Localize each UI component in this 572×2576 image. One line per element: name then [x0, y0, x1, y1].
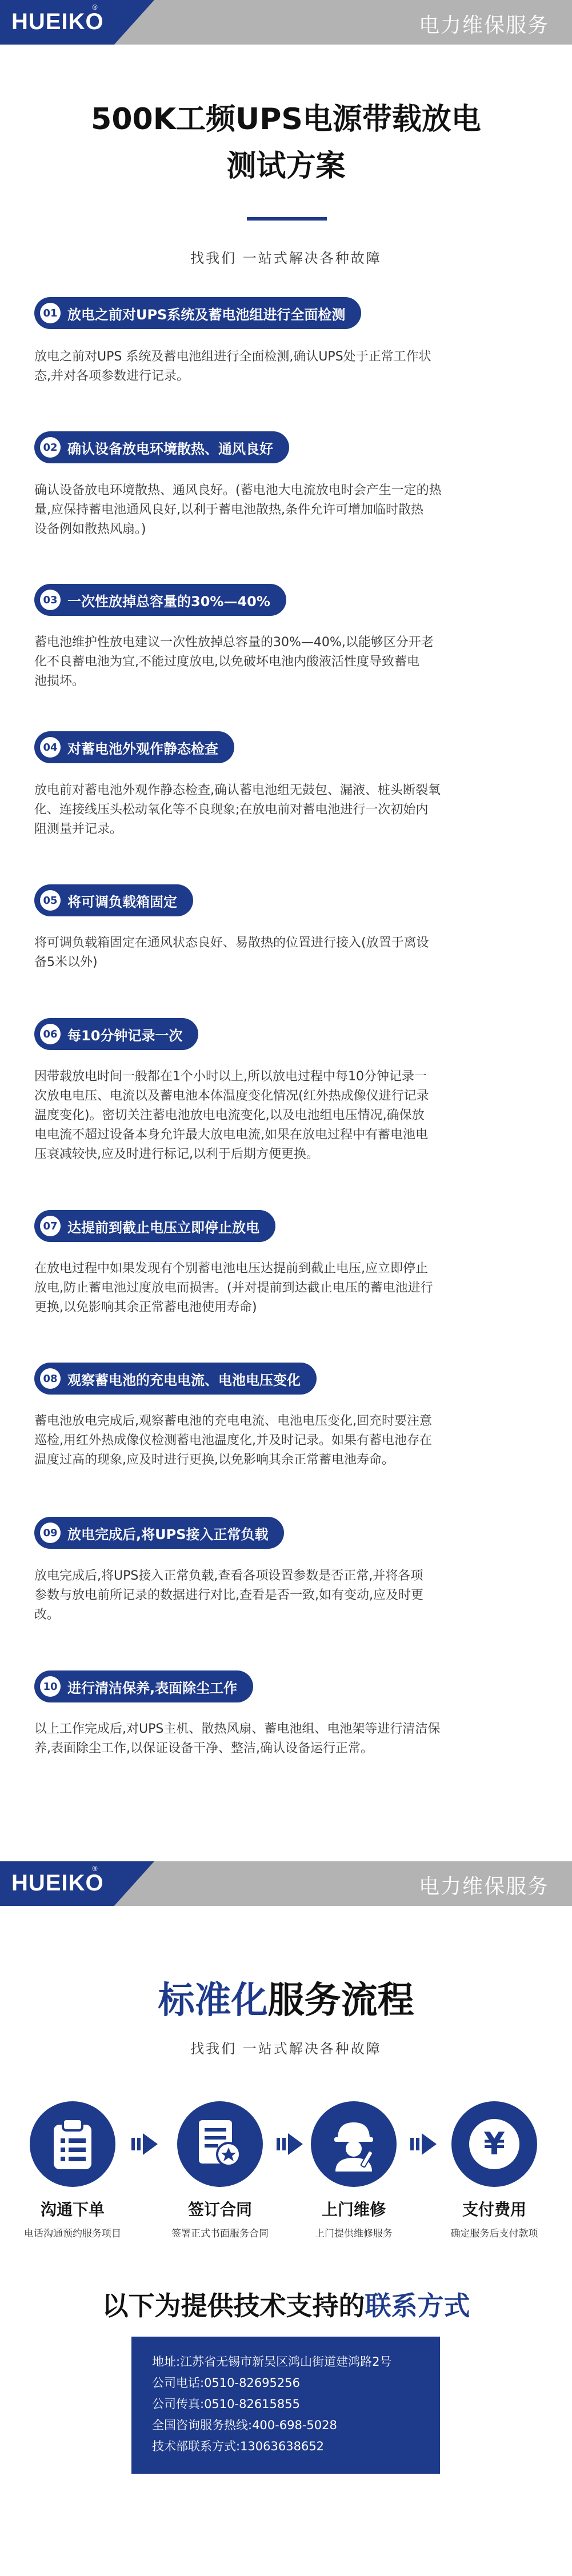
- contact-address: 地址:江苏省无锡市新吴区鸿山街道建鸿路2号: [152, 2355, 392, 2369]
- step-body-line: 阻测量并记录。: [34, 822, 123, 836]
- clipboard-icon: [30, 2101, 115, 2187]
- step-body-line: 在放电过程中如果发现有个别蓄电池电压达提前到截止电压,应立即停止: [34, 1261, 428, 1276]
- step-body-line: 改。: [34, 1608, 60, 1622]
- step-body-line: 蓄电池维护性放电建议一次性放掉总容量的30%—40%,以能够区分开老: [34, 635, 434, 650]
- step-number: 02: [40, 437, 61, 458]
- step-body-line: 电电流不超过设备本身允许最大放电电流,如果在放电过程中有蓄电池电: [34, 1128, 428, 1142]
- contact-heading-dark: 以下为提供技术支持的: [102, 2290, 365, 2321]
- top-header-bar: [0, 0, 572, 45]
- section1-subtitle: 找我们 一站式解决各种故障: [190, 250, 382, 266]
- step-body-line: 态,并对各项参数进行记录。: [34, 369, 189, 383]
- arrow-right-icon: [410, 2133, 437, 2155]
- step-08-body: [34, 1412, 537, 1470]
- contact-heading: [0, 2285, 572, 2323]
- step-body-line: 更换,以免影响其余正常蓄电池使用寿命): [34, 1300, 257, 1315]
- step-04-header: [34, 731, 234, 763]
- step-09-body: [34, 1567, 537, 1625]
- step-body-line: 压衰减较快,应及时进行标记,以利于后期方便更换。: [34, 1147, 319, 1161]
- step-08-header: [34, 1363, 317, 1395]
- step-number: 03: [40, 590, 61, 610]
- step-body-line: 温度过高的现象,应及时进行更换,以免影响其余正常蓄电池寿命。: [34, 1453, 394, 1467]
- step-title: 将可调负载箱固定: [67, 894, 177, 910]
- step-title: 放电完成后,将UPS接入正常负载: [67, 1526, 269, 1543]
- step-title: 对蓄电池外观作静态检查: [67, 740, 218, 757]
- step-title: 进行清洁保养,表面除尘工作: [67, 1680, 238, 1696]
- step-body-line: 化不良蓄电池为宜,不能过度放电,以免破坏电池内酸液活性度导致蓄电: [34, 655, 419, 669]
- step-02-header: [34, 431, 289, 463]
- step-body-line: 放电前对蓄电池外观作静态检查,确认蓄电池组无鼓包、漏液、桩头断裂氧: [34, 783, 441, 798]
- step-title: 确认设备放电环境散热、通风良好: [67, 440, 273, 457]
- step-01-header: [34, 297, 361, 329]
- step-title: 一次性放掉总容量的30%—40%: [67, 593, 270, 610]
- svg-text:¥: ¥: [483, 2126, 505, 2162]
- step-body-line: 巡检,用红外热成像仪检测蓄电池温度化,并及时记录。如果有蓄电池存在: [34, 1433, 432, 1448]
- step-body-line: 蓄电池放电完成后,观察蓄电池的充电电流、电池电压变化,回充时要注意: [34, 1414, 432, 1428]
- step-body-line: 将可调负载箱固定在通风状态良好、易散热的位置进行接入(放置于离设: [34, 936, 429, 950]
- step-body-line: 确认设备放电环境散热、通风良好。(蓄电池大电流放电时会产生一定的热: [34, 483, 442, 498]
- page-title-line-1: 500K工频UPS电源带载放电: [91, 102, 481, 137]
- second-header-bar: [0, 1861, 572, 1906]
- step-title: 放电之前对UPS系统及蓄电池组进行全面检测: [67, 306, 346, 323]
- step-number: 04: [40, 737, 61, 758]
- arrow-right-icon: [277, 2133, 303, 2155]
- step-title: 每10分钟记录一次: [67, 1027, 183, 1044]
- step-03-body: [34, 633, 537, 691]
- page-title: [0, 96, 572, 190]
- step-05-header: [34, 884, 193, 916]
- contact-info-box: [131, 2337, 440, 2474]
- step-body-line: 参数与放电前所记录的数据进行对比,查看是否一致,如有变动,应及时更: [34, 1588, 423, 1603]
- step-number: 05: [40, 890, 61, 911]
- step-10-header: [34, 1670, 253, 1702]
- engineer-icon: [311, 2101, 397, 2187]
- step-body-line: 设备例如散热风扇。): [34, 522, 146, 536]
- step-body-line: 放电之前对UPS 系统及蓄电池组进行全面检测,确认UPS处于正常工作状: [34, 350, 431, 364]
- step-body-line: 次放电电压、电流以及蓄电池本体温度变化情况(红外热成像仪进行记录: [34, 1089, 429, 1103]
- step-title: 达提前到截止电压立即停止放电: [67, 1219, 259, 1236]
- process-title-dark: 服务流程: [267, 1980, 414, 2022]
- registered-mark: ®: [91, 1865, 98, 1873]
- step-number: 01: [40, 303, 61, 323]
- step-body-line: 因带载放电时间一般都在1个小时以上,所以放电过程中每10分钟记录一: [34, 1069, 427, 1084]
- step-03-header: [34, 584, 286, 616]
- step-title: 观察蓄电池的充电电流、电池电压变化: [67, 1372, 301, 1388]
- brand-logo: HUEIKO: [11, 1870, 104, 1896]
- step-body-line: 放电,防止蓄电池过度放电而损害。(并对提前到达截止电压的蓄电池进行: [34, 1281, 433, 1295]
- step-body-line: 以上工作完成后,对UPS主机、散热风扇、蓄电池组、电池架等进行清洁保: [34, 1722, 441, 1736]
- process-desc: 签署正式书面服务合同: [171, 2228, 269, 2240]
- step-number: 10: [40, 1676, 61, 1697]
- contact-hotline: 全国咨询服务热线:400-698-5028: [152, 2418, 337, 2432]
- step-number: 06: [40, 1024, 61, 1044]
- process-title: [0, 1971, 572, 2024]
- title-underline: [247, 217, 327, 221]
- yen-icon: [451, 2101, 537, 2187]
- step-10-body: [34, 1720, 537, 1758]
- step-05-body: [34, 934, 537, 972]
- step-body-line: 放电完成后,将UPS接入正常负载,查看各项设置参数是否正常,并将各项: [34, 1569, 423, 1583]
- step-body-line: 池损坏。: [34, 674, 85, 688]
- step-06-body: [34, 1067, 537, 1164]
- step-number: 09: [40, 1523, 61, 1543]
- section2-subtitle: 找我们 一站式解决各种故障: [190, 2041, 382, 2057]
- contact-fax: 公司传真:0510-82615855: [152, 2397, 300, 2411]
- contact-heading-blue: 联系方式: [365, 2290, 470, 2321]
- step-body-line: 备5米以外): [34, 955, 98, 969]
- process-label: 支付费用: [462, 2200, 526, 2219]
- step-02-body: [34, 481, 537, 539]
- step-number: 08: [40, 1368, 61, 1389]
- step-07-header: [34, 1210, 275, 1242]
- process-label: 沟通下单: [40, 2200, 105, 2219]
- step-04-body: [34, 781, 537, 839]
- process-desc: 电话沟通预约服务项目: [24, 2228, 121, 2240]
- page-title-line-2: 测试方案: [226, 149, 346, 183]
- process-desc: 确定服务后支付款项: [450, 2228, 538, 2240]
- step-body-line: 量,应保持蓄电池通风良好,以利于蓄电池散热,条件允许可增加临时散热: [34, 503, 423, 517]
- step-01-body: [34, 347, 537, 386]
- step-body-line: 温度变化)。密切关注蓄电池放电电流变化,以及电池组电压情况,确保放: [34, 1108, 425, 1123]
- step-07-body: [34, 1259, 537, 1317]
- contract-icon: [177, 2101, 263, 2187]
- step-09-header: [34, 1517, 284, 1549]
- process-label: 签订合同: [187, 2200, 252, 2219]
- process-title-blue: 标准化: [158, 1980, 268, 2022]
- step-body-line: 化、连接线压头松动氧化等不良现象;在放电前对蓄电池进行一次初始内: [34, 803, 429, 817]
- brand-logo: HUEIKO: [11, 9, 104, 34]
- process-desc: 上门提供维修服务: [315, 2228, 393, 2240]
- contact-phone: 公司电话:0510-82695256: [152, 2376, 300, 2390]
- process-label: 上门维修: [321, 2200, 386, 2219]
- step-number: 07: [40, 1216, 61, 1236]
- header-service-title: 电力维保服务: [418, 1875, 549, 1898]
- step-06-header: [34, 1018, 198, 1050]
- contact-tech-dept: 技术部联系方式:13063638652: [152, 2439, 325, 2453]
- header-service-title: 电力维保服务: [418, 14, 549, 37]
- step-body-line: 养,表面除尘工作,以保证设备干净、整洁,确认设备运行正常。: [34, 1741, 373, 1756]
- arrow-right-icon: [131, 2133, 158, 2155]
- registered-mark: ®: [91, 3, 98, 11]
